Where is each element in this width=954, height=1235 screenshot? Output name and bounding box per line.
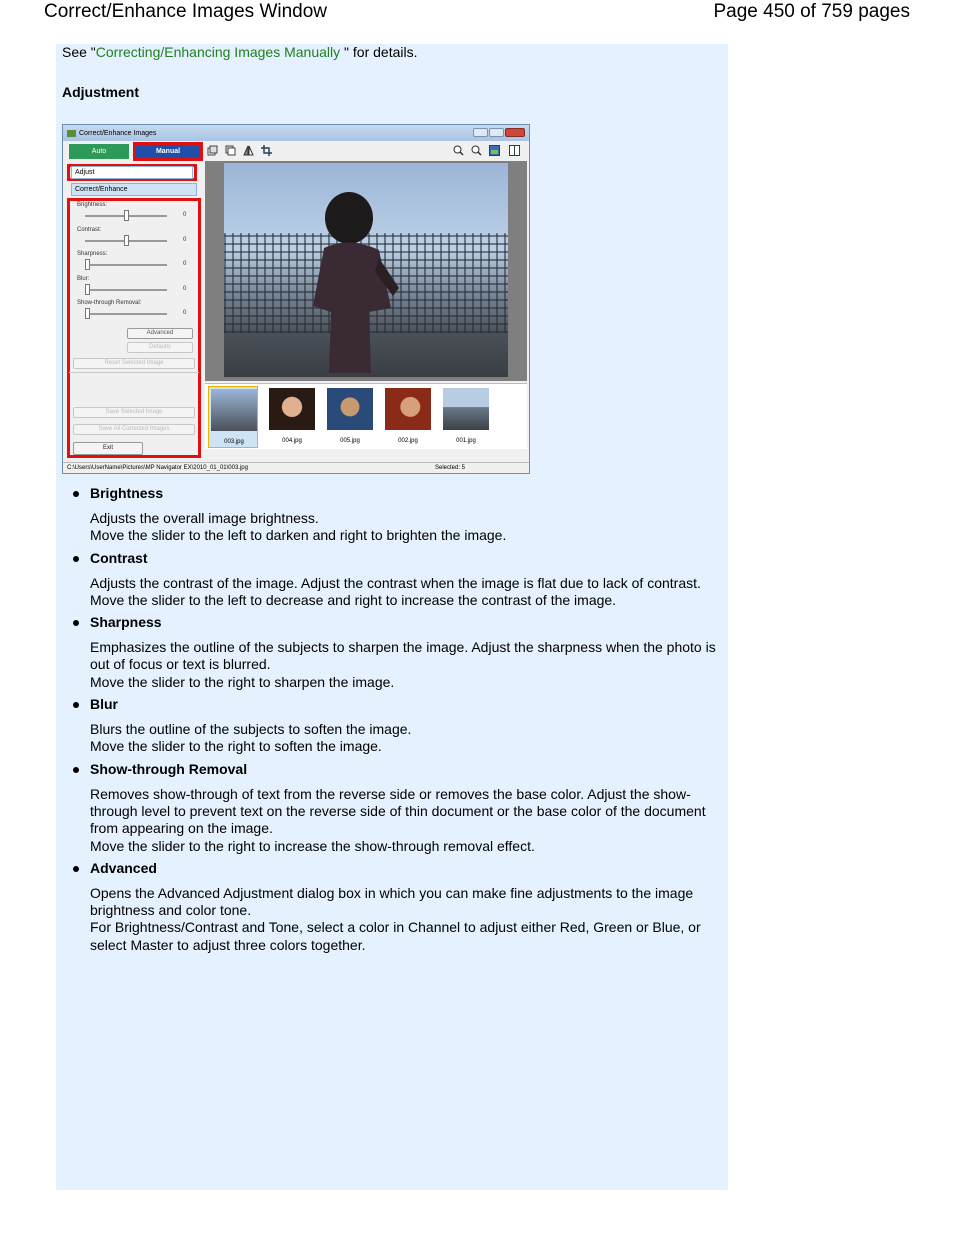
see-suffix: " for details. bbox=[340, 44, 418, 60]
description-line: Move the slider to the right to soften the image. bbox=[90, 738, 382, 755]
slider-value: 0 bbox=[183, 310, 187, 316]
item-description bbox=[70, 721, 720, 756]
item-title: Advanced bbox=[70, 861, 720, 883]
thumbnail-image bbox=[269, 388, 315, 430]
thumbnail-002[interactable] bbox=[383, 386, 433, 448]
slider-label: Show-through Removal: bbox=[77, 300, 142, 306]
zoom-out-icon[interactable] bbox=[471, 145, 482, 156]
child-silhouette bbox=[309, 188, 399, 377]
description-line: Adjusts the contrast of the image. Adjust the contrast when the image is flat due to lack of contrast. bbox=[90, 574, 701, 591]
see-line bbox=[62, 44, 417, 60]
manual-correction-link[interactable]: Correcting/Enhancing Images Manually bbox=[95, 44, 341, 60]
full-screen-icon[interactable] bbox=[489, 145, 500, 156]
slider-track[interactable] bbox=[85, 289, 167, 291]
see-prefix: See " bbox=[62, 44, 96, 60]
slider-thumb[interactable] bbox=[85, 259, 90, 270]
description-line: Move the slider to the right to sharpen the image. bbox=[90, 673, 395, 690]
maximize-icon[interactable] bbox=[489, 128, 504, 137]
item-description bbox=[70, 510, 720, 545]
list-item bbox=[70, 762, 720, 855]
screenshot-window bbox=[62, 124, 530, 474]
slider-label: Blur: bbox=[77, 275, 90, 282]
close-icon[interactable] bbox=[505, 128, 525, 137]
advanced-button[interactable]: Advanced bbox=[127, 328, 193, 339]
app-icon bbox=[67, 130, 76, 137]
status-selected-count: Selected: 5 bbox=[435, 465, 466, 471]
slider-value: 0 bbox=[183, 261, 187, 267]
description-line: Move the slider to the left to darken and right to brighten the image. bbox=[90, 527, 507, 544]
thumbnail-image bbox=[443, 388, 489, 430]
thumbnail-image bbox=[327, 388, 373, 430]
slider-value: 0 bbox=[183, 236, 187, 243]
slider-thumb[interactable] bbox=[85, 308, 90, 319]
list-item bbox=[70, 861, 720, 954]
window-titlebar bbox=[63, 125, 529, 141]
crop-icon[interactable] bbox=[261, 145, 272, 156]
thumbnail-004[interactable] bbox=[267, 386, 317, 448]
description-line: Adjusts the overall image brightness. bbox=[90, 510, 319, 526]
status-bar bbox=[63, 462, 529, 473]
description-line: Emphasizes the outline of the subjects to sharpen the image. Adjust the sharpness when the photo is out of focus or text is blurred. bbox=[90, 639, 716, 673]
description-line: Opens the Advanced Adjustment dialog box in which you can make fine adjustments to the image brightness and color tone. bbox=[90, 884, 694, 919]
exit-button[interactable]: Exit bbox=[73, 442, 143, 455]
adjust-item[interactable]: Adjust bbox=[71, 166, 193, 179]
list-item bbox=[70, 697, 720, 756]
thumbnail-caption: 004.jpg bbox=[282, 438, 302, 444]
item-description bbox=[70, 885, 720, 954]
item-description bbox=[70, 575, 720, 610]
thumbnail-strip bbox=[205, 383, 527, 449]
thumbnail-image bbox=[385, 388, 431, 430]
status-path: C:\Users\UserName\Pictures\MP Navigator EX\2010_01_01\003.jpg bbox=[67, 465, 248, 471]
window-controls bbox=[473, 128, 525, 137]
thumbnail-001[interactable] bbox=[441, 386, 491, 448]
thumbnail-caption: 001.jpg bbox=[456, 438, 476, 444]
list-item bbox=[70, 486, 720, 545]
rotate-left-icon[interactable] bbox=[207, 145, 218, 156]
item-description bbox=[70, 786, 720, 855]
slider-thumb[interactable] bbox=[124, 210, 129, 221]
window-title: Correct/Enhance Images bbox=[79, 129, 157, 137]
flip-icon[interactable] bbox=[243, 145, 254, 156]
thumbnail-caption: 005.jpg bbox=[340, 438, 360, 444]
toolbar bbox=[205, 143, 527, 159]
slider-label: Contrast: bbox=[77, 226, 102, 233]
divider bbox=[69, 372, 199, 373]
tab-manual[interactable]: Manual bbox=[133, 142, 203, 161]
zoom-in-icon[interactable] bbox=[453, 145, 464, 156]
list-item bbox=[70, 615, 720, 691]
thumbnail-003[interactable] bbox=[208, 386, 258, 448]
image-preview-area bbox=[205, 161, 527, 381]
list-item bbox=[70, 551, 720, 610]
tab-auto[interactable]: Auto bbox=[69, 144, 129, 159]
thumbnail-005[interactable] bbox=[325, 386, 375, 448]
slider-value: 0 bbox=[183, 285, 187, 292]
slider-label: Sharpness: bbox=[77, 251, 108, 257]
description-line: Blurs the outline of the subjects to soften the image. bbox=[90, 721, 412, 738]
save-selected-image-button[interactable]: Save Selected Image bbox=[73, 407, 195, 418]
reset-selected-image-button[interactable]: Reset Selected Image bbox=[73, 358, 195, 369]
thumbnail-image bbox=[211, 389, 257, 431]
thumbnail-caption: 003.jpg bbox=[224, 439, 244, 445]
content-panel bbox=[56, 44, 728, 1190]
slider-thumb[interactable] bbox=[85, 284, 90, 295]
save-all-corrected-images-button[interactable]: Save All Corrected Images bbox=[73, 424, 195, 435]
minimize-icon[interactable] bbox=[473, 128, 488, 137]
slider-label: Brightness: bbox=[77, 202, 108, 208]
description-line: For Brightness/Contrast and Tone, select a color in Channel to adjust either Red, Green or Blue, or select Master to adjust three colors together. bbox=[90, 919, 701, 953]
slider-value: 0 bbox=[183, 212, 187, 218]
item-title: Sharpness bbox=[70, 615, 720, 637]
page-number: Page 450 of 759 pages bbox=[713, 1, 910, 22]
item-description bbox=[70, 639, 720, 691]
compare-icon[interactable] bbox=[509, 145, 520, 156]
item-title: Contrast bbox=[70, 551, 720, 573]
defaults-button[interactable]: Defaults bbox=[127, 342, 193, 353]
description-line: Removes show-through of text from the reverse side or removes the base color. Adjust the show-through level to prevent text on the reverse side of thin document or the base color of the document from appearing on the image. bbox=[90, 785, 706, 837]
item-title: Blur bbox=[70, 697, 720, 719]
description-list bbox=[70, 486, 720, 960]
section-title: Adjustment bbox=[62, 84, 139, 100]
slider-track[interactable] bbox=[85, 313, 167, 315]
rotate-right-icon[interactable] bbox=[225, 145, 236, 156]
description-line: Move the slider to the right to increase the show-through removal effect. bbox=[90, 837, 535, 854]
description-line: Move the slider to the left to decrease and right to increase the contrast of the image. bbox=[90, 591, 617, 608]
left-panel bbox=[67, 142, 201, 458]
thumbnail-caption: 002.jpg bbox=[398, 438, 418, 444]
item-title: Show-through Removal bbox=[70, 762, 720, 784]
page-header-title: Correct/Enhance Images Window bbox=[44, 1, 328, 22]
preview-image bbox=[224, 163, 508, 377]
slider-thumb[interactable] bbox=[124, 235, 129, 246]
correct-enhance-item[interactable]: Correct/Enhance bbox=[71, 183, 197, 196]
slider-track[interactable] bbox=[85, 264, 167, 266]
item-title: Brightness bbox=[70, 486, 720, 508]
